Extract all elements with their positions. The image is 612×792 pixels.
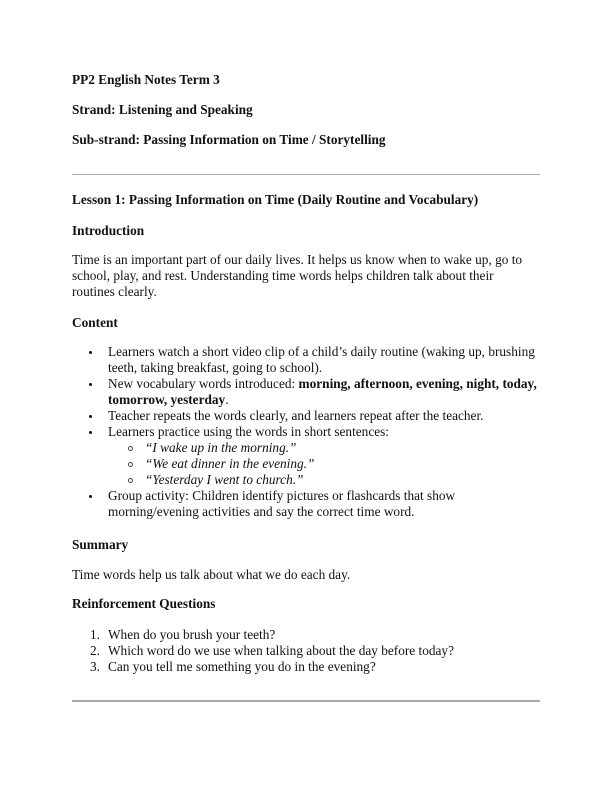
circle-bullet-icon	[128, 446, 133, 451]
lesson-title: Lesson 1: Passing Information on Time (Daily Routine and Vocabulary)	[72, 192, 479, 207]
strand-heading: Strand: Listening and Speaking	[72, 102, 253, 117]
introduction-text: Time is an important part of our daily lives. It helps us know when to wake up, go to school, play, and rest. Understanding time words helps children talk about their routines clearly.	[72, 252, 523, 299]
list-item	[72, 408, 542, 424]
bullet-icon	[89, 495, 92, 498]
list-item-text: Learners practice using the words in short sentences:	[108, 424, 389, 439]
list-item-text: .	[225, 392, 229, 407]
list-item	[72, 424, 542, 440]
list-item-text: Teacher repeats the words clearly, and learners repeat after the teacher.	[108, 408, 484, 423]
example-sentence	[72, 456, 542, 472]
example-text: “We eat dinner in the evening.”	[145, 456, 315, 471]
question-number: 2.	[90, 643, 100, 658]
question-text: Can you tell me something you do in the evening?	[108, 659, 376, 674]
summary-heading: Summary	[72, 537, 129, 552]
introduction-heading: Introduction	[72, 223, 145, 238]
divider	[72, 700, 540, 702]
bullet-icon	[89, 431, 92, 434]
question-text: When do you brush your teeth?	[108, 627, 276, 642]
vocabulary-words: morning, afternoon, evening, night, today, tomorrow, yesterday	[108, 376, 537, 407]
reinforcement-heading: Reinforcement Questions	[72, 596, 216, 611]
bullet-icon	[89, 383, 92, 386]
content-list	[72, 344, 542, 520]
list-item	[72, 344, 542, 376]
bullet-icon	[89, 415, 92, 418]
question-text: Which word do we use when talking about the day before today?	[108, 643, 454, 658]
example-text: “Yesterday I went to church.”	[145, 472, 304, 487]
question-number: 3.	[90, 659, 100, 674]
question-item	[72, 627, 542, 643]
content-heading: Content	[72, 315, 118, 330]
list-item-text: Learners watch a short video clip of a child’s daily routine (waking up, brushing teeth, taking breakfast, going to school).	[108, 344, 535, 375]
list-item	[72, 376, 542, 408]
example-text: “I wake up in the morning.”	[145, 440, 297, 455]
example-sentence	[72, 472, 542, 488]
summary-text: Time words help us talk about what we do each day.	[72, 567, 351, 582]
questions-list	[72, 627, 542, 675]
question-item	[72, 659, 542, 675]
circle-bullet-icon	[128, 462, 133, 467]
divider	[72, 174, 540, 175]
circle-bullet-icon	[128, 478, 133, 483]
sub-strand-heading: Sub-strand: Passing Information on Time / Storytelling	[72, 132, 386, 147]
bullet-icon	[89, 351, 92, 354]
document-title: PP2 English Notes Term 3	[72, 72, 220, 87]
question-number: 1.	[90, 627, 100, 642]
list-item-text: New vocabulary words introduced:	[108, 376, 299, 391]
question-item	[72, 643, 542, 659]
list-item-text: Group activity: Children identify pictures or flashcards that show morning/evening activities and say the correct time word.	[108, 488, 456, 519]
example-sentence	[72, 440, 542, 456]
list-item	[72, 488, 542, 520]
